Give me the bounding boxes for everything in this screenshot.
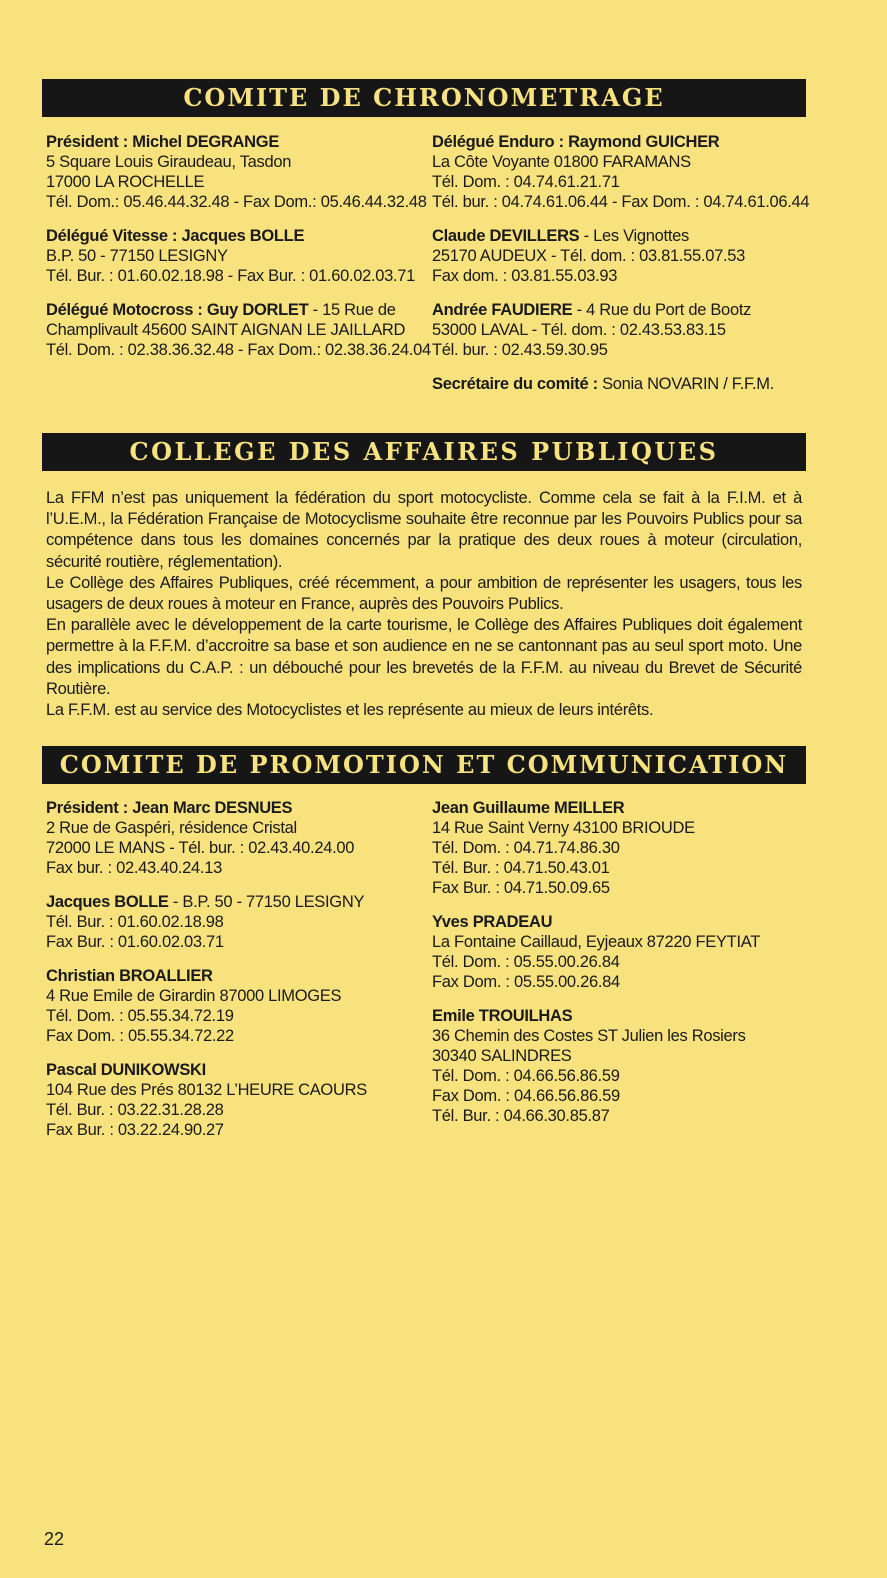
- contact-name: Jean Guillaume MEILLER: [432, 799, 625, 817]
- promo-right-column: [432, 798, 812, 1140]
- contact-name-detail: - Les Vignottes: [579, 227, 689, 245]
- contact-entry: [432, 132, 812, 212]
- contact-detail-line: Tél. bur. : 02.43.59.30.95: [432, 341, 608, 359]
- contact-detail-line: Fax dom. : 03.81.55.03.93: [432, 267, 618, 285]
- contact-heading: [46, 226, 426, 246]
- contact-name: Délégué Enduro : Raymond GUICHER: [432, 133, 720, 151]
- contact-detail-line: B.P. 50 - 77150 LESIGNY: [46, 247, 228, 265]
- contact-detail-line: Tél. Dom. : 05.55.34.72.19: [46, 1007, 234, 1025]
- contact-detail-line: 30340 SALINDRES: [432, 1047, 572, 1065]
- contact-detail-line: Fax bur. : 02.43.40.24.13: [46, 859, 222, 877]
- contact-detail-line: 104 Rue des Prés 80132 L’HEURE CAOURS: [46, 1081, 367, 1099]
- contact-detail-line: La Fontaine Caillaud, Eyjeaux 87220 FEYTIAT: [432, 933, 760, 951]
- cap-paragraph: La F.F.M. est au service des Motocyclistes et les représente au mieux de leurs intérêts.: [46, 701, 654, 720]
- contact-entry: [46, 892, 426, 952]
- contact-detail-line: Tél. Dom. : 04.66.56.86.59: [432, 1067, 620, 1085]
- contact-heading: [432, 374, 812, 394]
- contact-name-detail: - 15 Rue de: [308, 301, 396, 319]
- contact-name: Yves PRADEAU: [432, 913, 553, 931]
- contact-entry: [46, 226, 426, 286]
- contact-detail-line: 36 Chemin des Costes ST Julien les Rosiers: [432, 1027, 746, 1045]
- contact-name: Jacques BOLLE: [46, 893, 169, 911]
- contact-name: Président : Jean Marc DESNUES: [46, 799, 293, 817]
- contact-name: Pascal DUNIKOWSKI: [46, 1061, 206, 1079]
- contact-name: Emile TROUILHAS: [432, 1007, 573, 1025]
- contact-entry: [46, 1060, 426, 1140]
- chrono-left-column: [46, 132, 431, 374]
- contact-entry: [46, 966, 426, 1046]
- contact-name: Délégué Motocross : Guy DORLET: [46, 301, 309, 319]
- contact-entry: [46, 300, 431, 360]
- contact-detail-line: Fax Dom. : 05.55.34.72.22: [46, 1027, 234, 1045]
- contact-entry: [432, 226, 812, 286]
- contact-detail-line: Fax Bur. : 01.60.02.03.71: [46, 933, 224, 951]
- contact-heading: [46, 132, 426, 152]
- contact-detail-line: Tél. Bur. : 04.71.50.43.01: [432, 859, 610, 877]
- contact-name: Andrée FAUDIERE: [432, 301, 573, 319]
- contact-detail-line: Tél. Dom. : 05.55.00.26.84: [432, 953, 620, 971]
- contact-heading: [46, 1060, 426, 1080]
- contact-detail-line: Tél. Dom.: 05.46.44.32.48 - Fax Dom.: 05.46.44.32.48: [46, 193, 427, 211]
- cap-paragraph: La FFM n’est pas uniquement la fédération du sport motocycliste. Comme cela se fait à la F.I.M. et à l’U.E.M., la Fédération Française de Motocyclisme souhaite être reconnue par les Pouvoirs Publics pour sa compétence dans tous les domaines concernés par la pratique des deux roues à moteur (circulation, sécurité routière, réglementation).: [46, 489, 802, 571]
- contact-heading: [432, 912, 812, 932]
- contact-detail-line: Fax Bur. : 04.71.50.09.65: [432, 879, 610, 897]
- contact-detail-line: 17000 LA ROCHELLE: [46, 173, 205, 191]
- contact-detail-line: Tél. Dom. : 02.38.36.32.48 - Fax Dom.: 02.38.36.24.04: [46, 341, 431, 359]
- contact-entry: [432, 798, 812, 898]
- cap-paragraph: En parallèle avec le développement de la carte tourisme, le Collège des Affaires Publiques doit également permettre à la F.F.M. d’accroitre sa base et son audience en ne se cantonnant pas au seul sport moto. Une des implications du C.A.P. : un débouché pour les brevetés de la F.F.M. au niveau du Brevet de Sécurité Routière.: [46, 616, 802, 698]
- promo-banner: COMITE DE PROMOTION ET COMMUNICATION: [42, 746, 806, 784]
- contact-detail-line: 5 Square Louis Giraudeau, Tasdon: [46, 153, 292, 171]
- contact-name-detail: - B.P. 50 - 77150 LESIGNY: [168, 893, 365, 911]
- contact-heading: [432, 226, 812, 246]
- contact-detail-line: Tél. Dom. : 04.71.74.86.30: [432, 839, 620, 857]
- contact-name: Secrétaire du comité :: [432, 375, 598, 393]
- contact-detail-line: Tél. Bur. : 04.66.30.85.87: [432, 1107, 610, 1125]
- promo-left-column: [46, 798, 426, 1154]
- contact-name: Délégué Vitesse : Jacques BOLLE: [46, 227, 305, 245]
- contact-detail-line: Tél. Bur. : 01.60.02.18.98: [46, 913, 224, 931]
- contact-detail-line: 72000 LE MANS - Tél. bur. : 02.43.40.24.00: [46, 839, 355, 857]
- contact-name: Christian BROALLIER: [46, 967, 213, 985]
- contact-detail-line: 53000 LAVAL - Tél. dom. : 02.43.53.83.15: [432, 321, 726, 339]
- contact-heading: [46, 798, 426, 818]
- contact-detail-line: 14 Rue Saint Verny 43100 BRIOUDE: [432, 819, 695, 837]
- contact-name: Président : Michel DEGRANGE: [46, 133, 280, 151]
- contact-detail-line: Tél. Bur. : 01.60.02.18.98 - Fax Bur. : 01.60.02.03.71: [46, 267, 416, 285]
- contact-heading: [432, 132, 812, 152]
- contact-heading: [46, 300, 426, 320]
- cap-paragraph: Le Collège des Affaires Publiques, créé récemment, a pour ambition de représenter les usagers, tous les usagers de deux roues à moteur en France, auprès des Pouvoirs Publics.: [46, 573, 802, 614]
- contact-detail-line: Fax Dom. : 04.66.56.86.59: [432, 1087, 620, 1105]
- page-number: 22: [44, 1529, 65, 1549]
- contact-detail-line: Tél. Bur. : 03.22.31.28.28: [46, 1101, 224, 1119]
- chrono-right-column: [432, 132, 812, 408]
- contact-detail-line: 4 Rue Emile de Girardin 87000 LIMOGES: [46, 987, 342, 1005]
- contact-heading: [432, 1006, 812, 1026]
- cap-text: [46, 488, 802, 721]
- contact-detail-line: 25170 AUDEUX - Tél. dom. : 03.81.55.07.53: [432, 247, 746, 265]
- contact-detail-line: Champlivault 45600 SAINT AIGNAN LE JAILLARD: [46, 321, 406, 339]
- contact-entry: [432, 1006, 812, 1126]
- chrono-banner: COMITE DE CHRONOMETRAGE: [42, 79, 806, 117]
- contact-entry: [432, 300, 812, 360]
- contact-detail-line: Fax Dom. : 05.55.00.26.84: [432, 973, 620, 991]
- contact-detail-line: Tél. Dom. : 04.74.61.21.71: [432, 173, 620, 191]
- contact-detail-line: La Côte Voyante 01800 FARAMANS: [432, 153, 691, 171]
- contact-detail-line: Tél. bur. : 04.74.61.06.44 - Fax Dom. : 04.74.61.06.44: [432, 193, 810, 211]
- contact-entry: [432, 912, 812, 992]
- contact-detail-line: Fax Bur. : 03.22.24.90.27: [46, 1121, 224, 1139]
- cap-banner: COLLEGE DES AFFAIRES PUBLIQUES: [42, 433, 806, 471]
- contact-entry: [46, 132, 426, 212]
- contact-entry: [432, 374, 812, 394]
- contact-heading: [432, 300, 812, 320]
- contact-detail-line: 2 Rue de Gaspéri, résidence Cristal: [46, 819, 297, 837]
- contact-heading: [46, 966, 426, 986]
- contact-heading: [46, 892, 426, 912]
- contact-heading: [432, 798, 812, 818]
- contact-name: Claude DEVILLERS: [432, 227, 580, 245]
- contact-name-detail: Sonia NOVARIN / F.F.M.: [597, 375, 774, 393]
- contact-entry: [46, 798, 426, 878]
- contact-name-detail: - 4 Rue du Port de Bootz: [572, 301, 752, 319]
